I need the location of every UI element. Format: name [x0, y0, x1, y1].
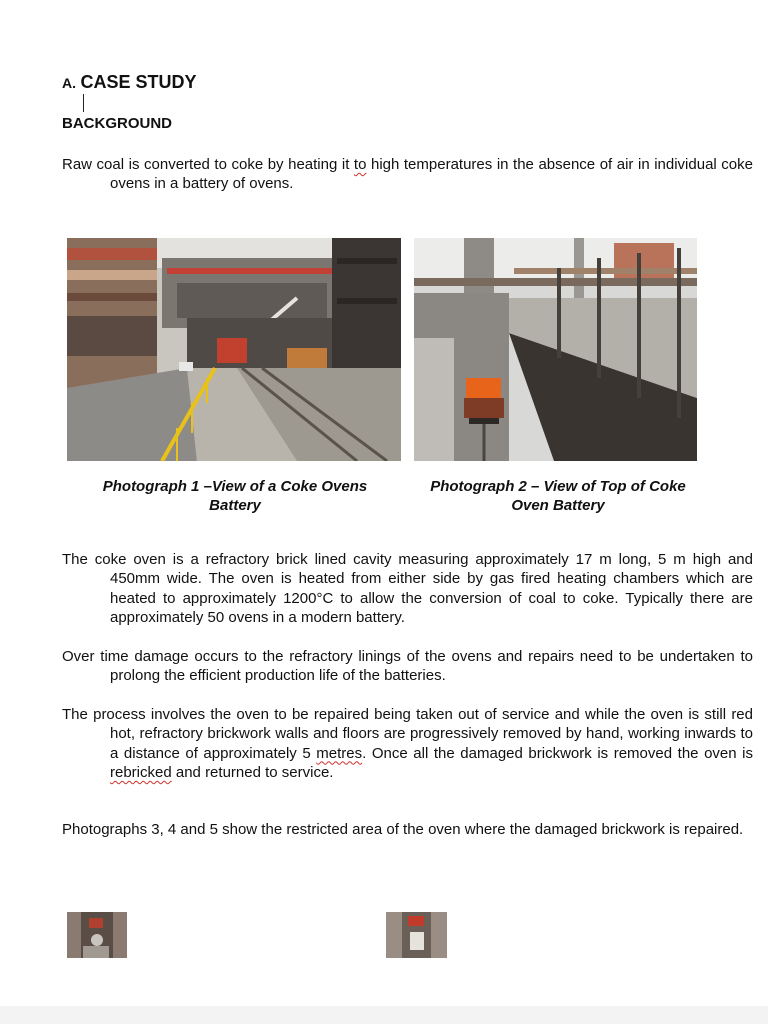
- photo-1-illustration: [67, 238, 401, 461]
- section-prefix: A.: [62, 75, 76, 91]
- process-text-c: and returned to service.: [171, 763, 334, 781]
- photo-3-thumbnail: [67, 912, 127, 958]
- paragraph-damage: Over time damage occurs to the refractory linings of the ovens and repairs need to be undertaken to prolong the efficient production life of the batteries.: [62, 648, 753, 685]
- paragraph-oven-description: The coke oven is a refractory brick lined cavity measuring approximately 17 m long, 5 m high and 450mm wide. The oven is heated from either side by gas fired heating chambers which are heated to approximately 1200°C to allow the conversion of coal to coke. Typically there are approximately 50 ovens in a modern battery.: [62, 551, 753, 626]
- photo-4-illustration: [386, 912, 447, 958]
- paragraph-repair-process: [62, 705, 753, 782]
- intro-paragraph: [62, 155, 753, 194]
- intro-text-b: high temperatures in the absence of air in individual coke ovens in a battery of ovens.: [110, 156, 753, 193]
- section-title: [62, 72, 196, 93]
- spelling-flag-rebricked: rebricked: [110, 763, 172, 781]
- photo-3-illustration: [67, 912, 127, 958]
- photo-4-thumbnail: [386, 912, 447, 958]
- photo-coke-ovens-battery: [67, 238, 401, 461]
- paragraph-photographs-reference: Photographs 3, 4 and 5 show the restricted area of the oven where the damaged brickwork is repaired.: [62, 821, 744, 838]
- section-title-text: CASE STUDY: [80, 72, 197, 92]
- text-cursor: [83, 94, 84, 112]
- spelling-flag-metres: metres: [316, 744, 363, 762]
- page-bottom-edge: [0, 1006, 768, 1024]
- photo-top-coke-oven-battery: [414, 238, 697, 461]
- grammar-flag-word: to: [353, 156, 367, 173]
- caption-photograph-2: Photograph 2 – View of Top of Coke Oven Battery: [430, 478, 686, 514]
- process-text-a: The process involves the oven to be repaired being taken out of service and while the oven is still red hot, refractory brickwork walls and floors are progressively removed by hand, working inwards to a distance of approximately 5: [62, 706, 753, 762]
- process-text-b: . Once all the damaged brickwork is removed the oven is: [362, 744, 753, 762]
- background-heading: BACKGROUND: [62, 115, 172, 132]
- photo-2-illustration: [414, 238, 697, 461]
- caption-photograph-1: Photograph 1 –View of a Coke Ovens Battery: [102, 478, 368, 514]
- intro-text-a: Raw coal is converted to coke by heating it: [62, 156, 354, 173]
